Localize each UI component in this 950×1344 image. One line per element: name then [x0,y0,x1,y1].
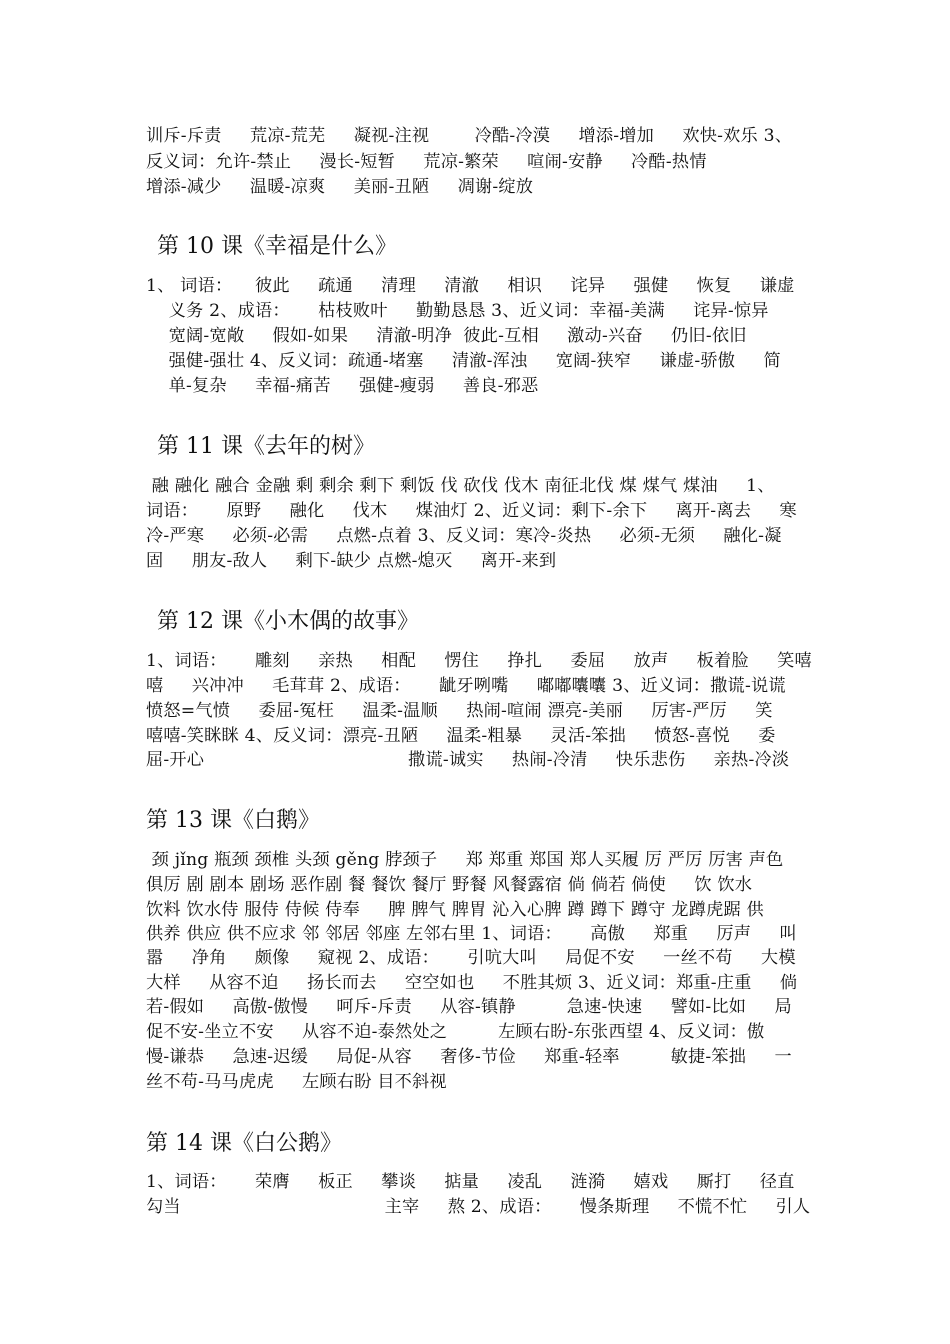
lesson-13-line: 颈 jǐng 瓶颈 颈椎 头颈 gěng 脖颈子 郑 郑重 郑国 郑人买履 厉 严厉 厉害 声色 [146,850,784,870]
lesson-13-line: 供养 供应 供不应求 邻 邻居 邻座 左邻右里 1、词语： 高傲 郑重 厉声 叫 [146,924,797,944]
lesson-10-line: 1、 词语： 彼此 疏通 清理 清澈 相识 诧异 强健 恢复 谦虚 [146,276,795,296]
lesson-10-title: 第 10 课《幸福是什么》 [157,234,397,259]
lesson-11-title: 第 11 课《去年的树》 [157,434,375,459]
lesson-13-line: 饮料 饮水侍 服侍 侍候 侍奉 脾 脾气 脾胃 沁入心脾 蹲 蹲下 蹲守 龙蹲虎踞 供 [146,900,764,920]
intro-line: 反义词：允许-禁止 漫长-短暂 荒凉-繁荣 喧闹-安静 冷酷-热情 [146,152,707,172]
lesson-13-title: 第 13 课《白鹅》 [146,808,320,833]
lesson-12-line: 愤怒=气愤 委屈-冤枉 温柔-温顺 热闹-喧闹 漂亮-美丽 厉害-严厉 笑 [146,701,773,721]
lesson-14-line: 勾当 主宰 熬 2、成语： 慢条斯理 不慌不忙 引人 [146,1197,811,1217]
intro-line: 增添-减少 温暖-凉爽 美丽-丑陋 凋谢-绽放 [146,177,534,197]
intro-line: 训斥-斥责 荒凉-荒芜 凝视-注视 冷酷-冷漠 增添-增加 欢快-欢乐 3、 [146,126,793,146]
lesson-13-line: 若-假如 高傲-傲慢 呵斥-斥责 从容-镇静 急速-快速 譬如-比如 局 [146,997,792,1017]
lesson-14-title: 第 14 课《白公鹅》 [146,1131,342,1156]
lesson-13-line: 促不安-坐立不安 从容不迫-泰然处之 左顾右盼-东张西望 4、反义词：傲 [146,1022,765,1042]
lesson-10-line: 单-复杂 幸福-痛苦 强健-瘦弱 善良-邪恶 [146,376,539,396]
lesson-12-title: 第 12 课《小木偶的故事》 [157,609,419,634]
lesson-11-line: 词语： 原野 融化 伐木 煤油灯 2、近义词：剩下-余下 离开-离去 寒 [146,501,797,521]
lesson-11-line: 冷-严寒 必须-必需 点燃-点着 3、反义词：寒冷-炎热 必须-无须 融化-凝 [146,526,782,546]
lesson-13-line: 俱厉 剧 剧本 剧场 恶作剧 餐 餐饮 餐厅 野餐 风餐露宿 倘 倘若 倘使 饮 饮水 [146,875,753,895]
lesson-12-line: 1、词语： 雕刻 亲热 相配 愣住 挣扎 委屈 放声 板着脸 笑嘻 [146,651,812,671]
lesson-13-line: 嚣 净角 颇像 窥视 2、成语： 引吭大叫 局促不安 一丝不苟 大模 [146,948,796,968]
lesson-10-line: 强健-强壮 4、反义词：疏通-堵塞 清澈-浑浊 宽阔-狭窄 谦虚-骄傲 简 [146,351,781,371]
lesson-11-line: 融 融化 融合 金融 剩 剩余 剩下 剩饭 伐 砍伐 伐木 南征北伐 煤 煤气 煤油 1、 [146,476,775,496]
lesson-12-line: 嘻嘻-笑眯眯 4、反义词：漂亮-丑陋 温柔-粗暴 灵活-笨拙 愤怒-喜悦 委 [146,726,776,746]
lesson-13-line: 丝不苟-马马虎虎 左顾右盼 目不斜视 [146,1072,447,1092]
lesson-10-line: 宽阔-宽敞 假如-如果 清澈-明净 彼此-互相 激动-兴奋 仍旧-依旧 [146,326,747,346]
lesson-14-line: 1、词语： 荣膺 板正 攀谈 掂量 凌乱 涟漪 嬉戏 厮打 径直 [146,1172,795,1192]
lesson-11-line: 固 朋友-敌人 剩下-缺少 点燃-熄灭 离开-来到 [146,551,557,571]
lesson-13-line: 大样 从容不迫 扬长而去 空空如也 不胜其烦 3、近义词：郑重-庄重 倘 [146,973,798,993]
lesson-10-line: 义务 2、成语： 枯枝败叶 勤勤恳恳 3、近义词：幸福-美满 诧异-惊异 [146,301,769,321]
lesson-12-line: 屈-开心 撒谎-诚实 热闹-冷清 快乐悲伤 亲热-冷淡 [146,750,790,770]
lesson-13-line: 慢-谦恭 急速-迟缓 局促-从容 奢侈-节俭 郑重-轻率 敏捷-笨拙 一 [146,1047,792,1067]
lesson-12-line: 嘻 兴冲冲 毛茸茸 2、成语： 龇牙咧嘴 嘟嘟囔囔 3、近义词：撒谎-说谎 [146,676,786,696]
